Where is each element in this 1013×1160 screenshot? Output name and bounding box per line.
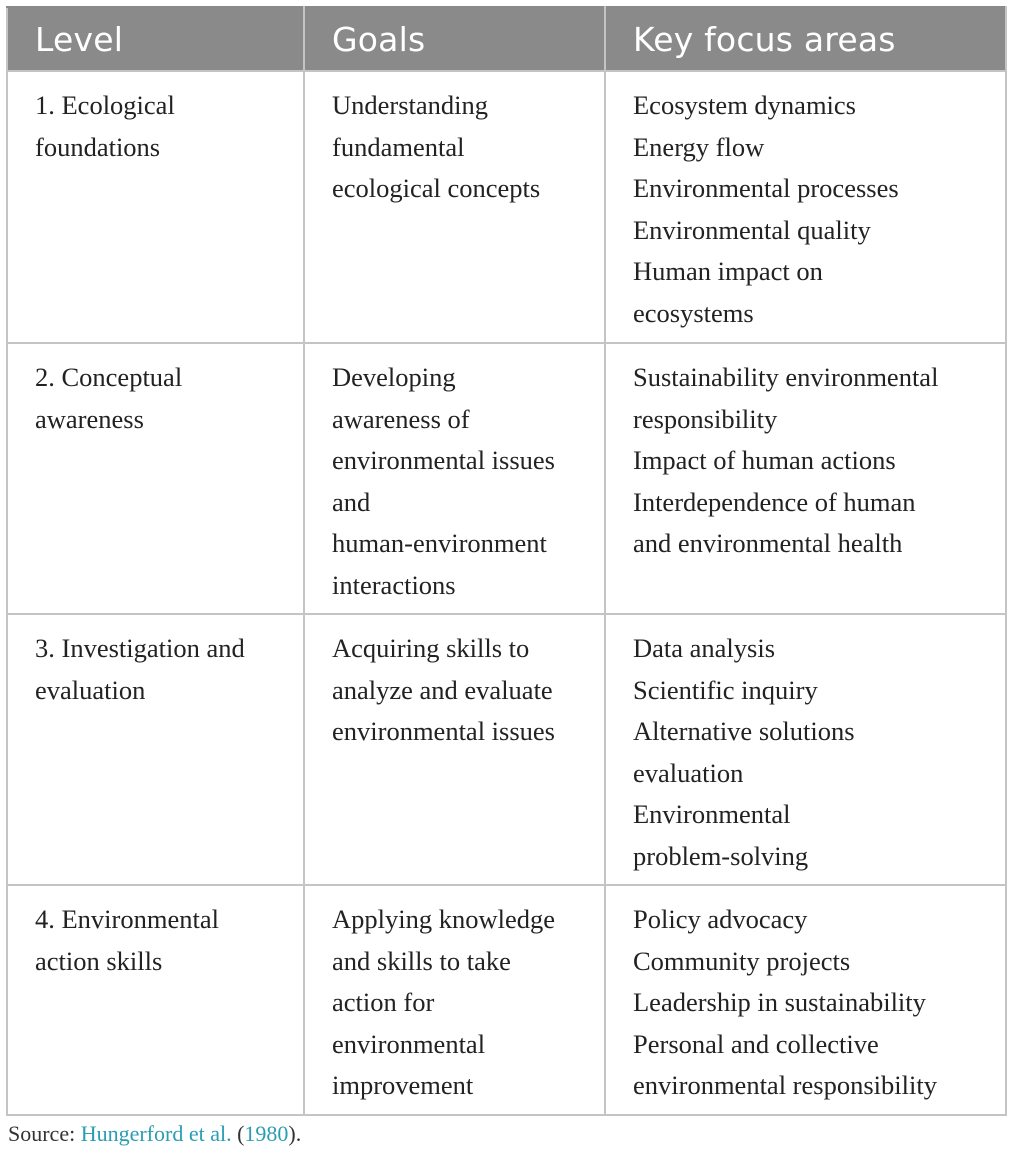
cell-line: and environmental health [633,528,903,558]
table-row [7,343,1006,614]
cell-line: human-environment [332,528,547,558]
cell-line: and skills to take [332,945,511,976]
cell-line: Community projects [633,945,851,976]
cell-line: Personal and collective [633,1028,879,1059]
cell-line: Environmental [633,799,791,829]
cell-line: action for [332,987,435,1017]
cell-line: Impact of human actions [633,445,896,475]
cell-line: Human impact on [633,256,823,286]
cell-line: foundations [35,131,161,162]
cell-line: environmental [332,1028,486,1059]
level-cell [7,71,304,343]
cell-line: Developing [332,362,456,392]
cell-line: Ecosystem dynamics [633,90,856,120]
header-goals: Goals [304,7,605,71]
table-row [7,71,1006,343]
cell-line: responsibility [633,403,778,434]
cell-line: awareness of [332,403,470,434]
citation-authors-link[interactable]: Hungerford et al. [80,1121,232,1146]
goals-cell [304,343,605,614]
cell-line: Leadership in sustainability [633,987,926,1017]
citation-close: ). [288,1121,302,1146]
cell-line: Data analysis [633,633,776,663]
focus-cell [605,71,1006,343]
citation-open-paren: ( [231,1121,245,1146]
cell-line: Understanding [332,90,489,120]
cell-line: awareness [35,403,144,434]
cell-line: Environmental quality [633,214,871,245]
cell-line: 1. Ecological [35,90,175,120]
focus-cell [605,885,1006,1115]
goals-cell [304,71,605,343]
cell-line: Acquiring skills to [332,633,530,663]
level-cell [7,885,304,1115]
cell-line: Interdependence of human [633,486,916,517]
cell-line: Applying knowledge [332,904,556,934]
cell-line: environmental issues [332,716,555,746]
cell-line: Sustainability environmental [633,362,939,392]
goals-cell [304,614,605,885]
cell-line: Energy flow [633,131,765,162]
cell-line: Alternative solutions [633,716,855,746]
cell-line: fundamental [332,131,465,162]
cell-line: problem-solving [633,840,809,871]
header-level: Level [7,7,304,71]
cell-line: interactions [332,569,456,600]
levels-table [6,6,1007,1116]
source-label: Source: [8,1121,81,1146]
source-note [8,1121,301,1147]
cell-line: improvement [332,1070,474,1100]
focus-cell [605,343,1006,614]
cell-line: environmental issues [332,445,555,475]
header-key-focus-areas: Key focus areas [605,7,1006,71]
cell-line: 2. Conceptual [35,362,183,392]
cell-line: and [332,486,371,517]
cell-line: analyze and evaluate [332,674,553,705]
cell-line: 3. Investigation and [35,633,245,663]
cell-line: evaluation [35,674,146,705]
cell-line: ecosystems [633,297,754,328]
cell-line: evaluation [633,757,744,788]
citation-year-link[interactable]: 1980 [244,1121,289,1146]
cell-line: ecological concepts [332,173,541,203]
cell-line: 4. Environmental [35,904,219,934]
cell-line: environmental responsibility [633,1070,937,1100]
header-row [7,7,1006,71]
cell-line: Policy advocacy [633,904,808,934]
cell-line: action skills [35,945,163,976]
table-row [7,614,1006,885]
focus-cell [605,614,1006,885]
level-cell [7,343,304,614]
level-cell [7,614,304,885]
table-row [7,885,1006,1115]
goals-cell [304,885,605,1115]
cell-line: Environmental processes [633,173,899,203]
cell-line: Scientific inquiry [633,674,818,705]
